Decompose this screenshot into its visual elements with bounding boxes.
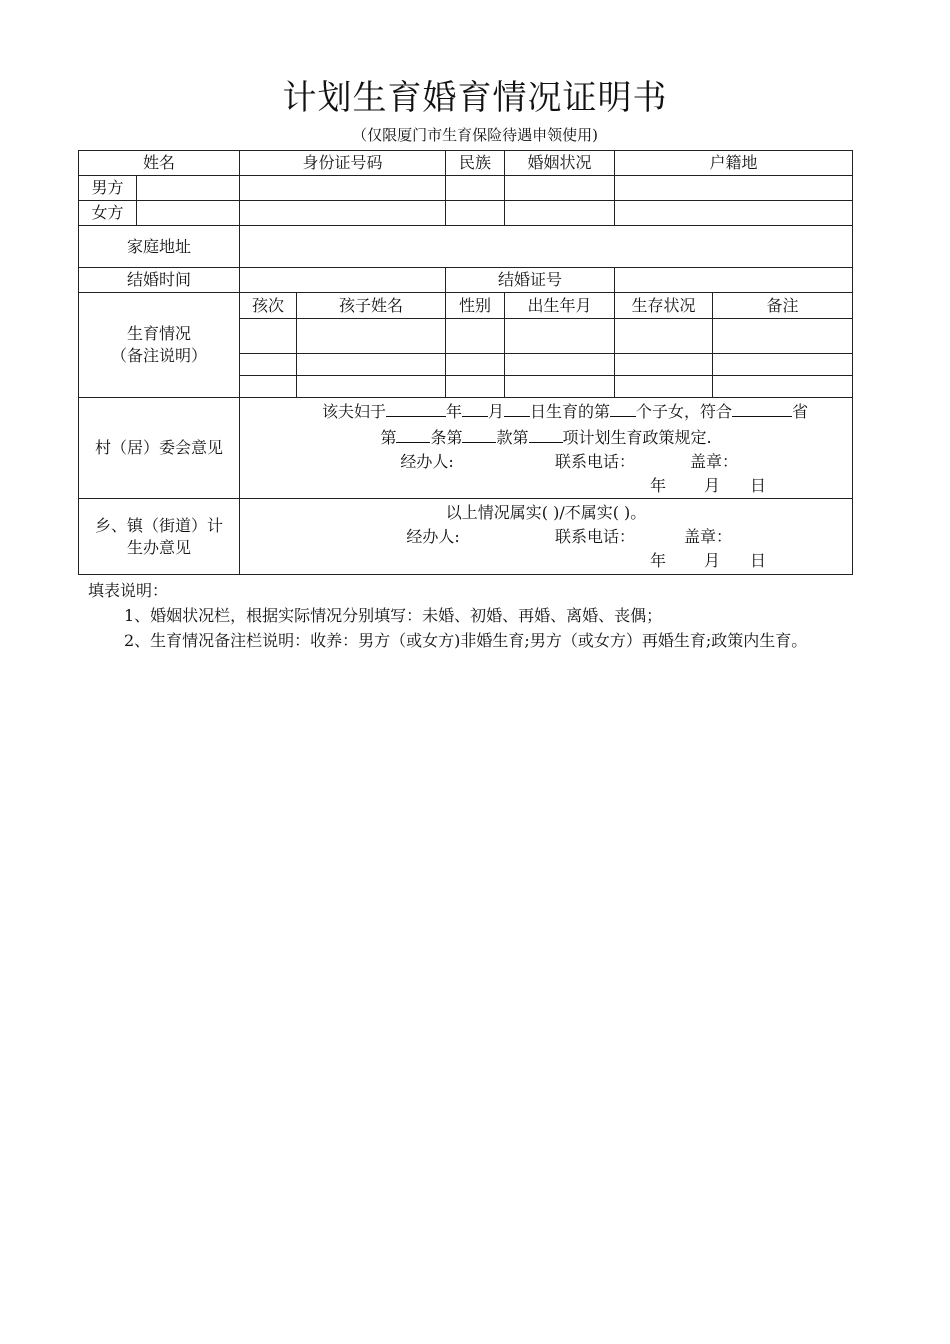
husband-label: 男方 (79, 176, 137, 201)
header-row (79, 151, 853, 176)
header-marital-status: 婚姻状况 (505, 151, 615, 176)
husband-row (79, 176, 853, 201)
township-statement: 以上情况属实( )/不属实( )。 (445, 502, 647, 522)
blank-month[interactable] (462, 398, 488, 417)
village-month: 月 (704, 476, 721, 495)
village-opinion-content (240, 398, 853, 499)
page-subtitle: （仅限厦门市生育保险待遇申领使用) (352, 126, 598, 144)
husband-ethnicity-field[interactable] (446, 176, 505, 201)
marriage-date-field[interactable] (240, 268, 446, 293)
wife-name-field[interactable] (137, 201, 240, 226)
remarks-field[interactable] (713, 354, 853, 376)
village-text: 省 (792, 402, 809, 421)
gender-field[interactable] (446, 376, 505, 398)
child-name-field[interactable] (297, 376, 446, 398)
township-handler-label: 经办人: (406, 526, 460, 546)
village-handler-label: 经办人: (400, 452, 454, 471)
birth-info-label-line2: （备注说明） (111, 346, 208, 365)
birth-header-row (79, 293, 853, 319)
husband-name-field[interactable] (137, 176, 240, 201)
wife-row (79, 201, 853, 226)
marriage-row (79, 268, 853, 293)
page-title: 计划生育婚育情况证明书 (282, 78, 668, 118)
blank-item[interactable] (529, 424, 563, 443)
birth-date-field[interactable] (505, 376, 615, 398)
village-day: 日 (750, 476, 767, 495)
wife-marital-field[interactable] (505, 201, 615, 226)
remarks-field[interactable] (713, 376, 853, 398)
header-name: 姓名 (79, 151, 240, 176)
village-text: 该夫妇于 (321, 402, 386, 421)
husband-marital-field[interactable] (505, 176, 615, 201)
remarks-field[interactable] (713, 319, 853, 354)
village-seal-label: 盖章： (690, 452, 739, 471)
birth-date-field[interactable] (505, 354, 615, 376)
child-name-field[interactable] (297, 319, 446, 354)
blank-child-order[interactable] (610, 398, 636, 417)
col-birth-date: 出生年月 (505, 293, 615, 319)
village-year: 年 (650, 476, 667, 495)
wife-label: 女方 (79, 201, 137, 226)
marriage-cert-label: 结婚证号 (446, 268, 615, 293)
village-text: 个子女，符合 (636, 402, 733, 421)
survival-status-field[interactable] (615, 354, 713, 376)
husband-registration-field[interactable] (615, 176, 853, 201)
gender-field[interactable] (446, 354, 505, 376)
birth-order-field[interactable] (240, 376, 297, 398)
wife-id-field[interactable] (240, 201, 446, 226)
township-month: 月 (704, 550, 721, 570)
col-child-name: 孩子姓名 (297, 293, 446, 319)
village-text: 条第 (430, 428, 463, 447)
township-opinion-row (79, 499, 853, 575)
marriage-cert-field[interactable] (615, 268, 853, 293)
wife-registration-field[interactable] (615, 201, 853, 226)
home-address-label: 家庭地址 (79, 226, 240, 268)
filling-instructions (88, 578, 868, 653)
village-text: 第 (380, 428, 397, 447)
notes-heading: 填表说明： (88, 581, 169, 600)
village-text: 日生育的第 (530, 402, 611, 421)
wife-ethnicity-field[interactable] (446, 201, 505, 226)
husband-id-field[interactable] (240, 176, 446, 201)
blank-article[interactable] (396, 424, 430, 443)
township-opinion-content (240, 499, 853, 575)
address-row (79, 226, 853, 268)
birth-info-label (79, 293, 240, 398)
col-survival-status: 生存状况 (615, 293, 713, 319)
col-remarks: 备注 (713, 293, 853, 319)
note-item-2: 2、生育情况备注栏说明：收养：男方（或女方)非婚生育;男方（或女方）再婚生育;政策内生育。 (124, 631, 808, 650)
village-opinion-row (79, 398, 853, 499)
header-ethnicity: 民族 (446, 151, 505, 176)
birth-order-field[interactable] (240, 319, 297, 354)
child-name-field[interactable] (297, 354, 446, 376)
village-opinion-label: 村（居）委会意见 (79, 398, 240, 499)
note-item-1: 1、婚姻状况栏，根据实际情况分别填写：未婚、初婚、再婚、离婚、丧偶； (124, 606, 663, 625)
birth-info-label-line1: 生育情况 (127, 324, 192, 343)
township-day: 日 (750, 550, 767, 570)
survival-status-field[interactable] (615, 319, 713, 354)
col-birth-order: 孩次 (240, 293, 297, 319)
township-opinion-label: 乡、镇（街道）计生办意见 (79, 499, 240, 575)
blank-clause[interactable] (462, 424, 496, 443)
birth-date-field[interactable] (505, 319, 615, 354)
gender-field[interactable] (446, 319, 505, 354)
birth-order-field[interactable] (240, 354, 297, 376)
col-gender: 性别 (446, 293, 505, 319)
survival-status-field[interactable] (615, 376, 713, 398)
township-seal-label: 盖章： (684, 526, 733, 546)
header-id-number: 身份证号码 (240, 151, 446, 176)
blank-day[interactable] (504, 398, 530, 417)
blank-province[interactable] (732, 398, 792, 417)
township-phone-label: 联系电话： (555, 526, 636, 546)
marriage-date-label: 结婚时间 (79, 268, 240, 293)
village-text: 款第 (496, 428, 529, 447)
blank-year[interactable] (386, 398, 446, 417)
certificate-form-table (78, 150, 853, 575)
village-text: 年 (446, 402, 463, 421)
township-year: 年 (650, 550, 667, 570)
village-phone-label: 联系电话： (555, 452, 636, 471)
village-text: 项计划生育政策规定. (562, 428, 712, 447)
home-address-field[interactable] (240, 226, 853, 268)
village-text: 月 (488, 402, 505, 421)
header-household-registration: 户籍地 (615, 151, 853, 176)
